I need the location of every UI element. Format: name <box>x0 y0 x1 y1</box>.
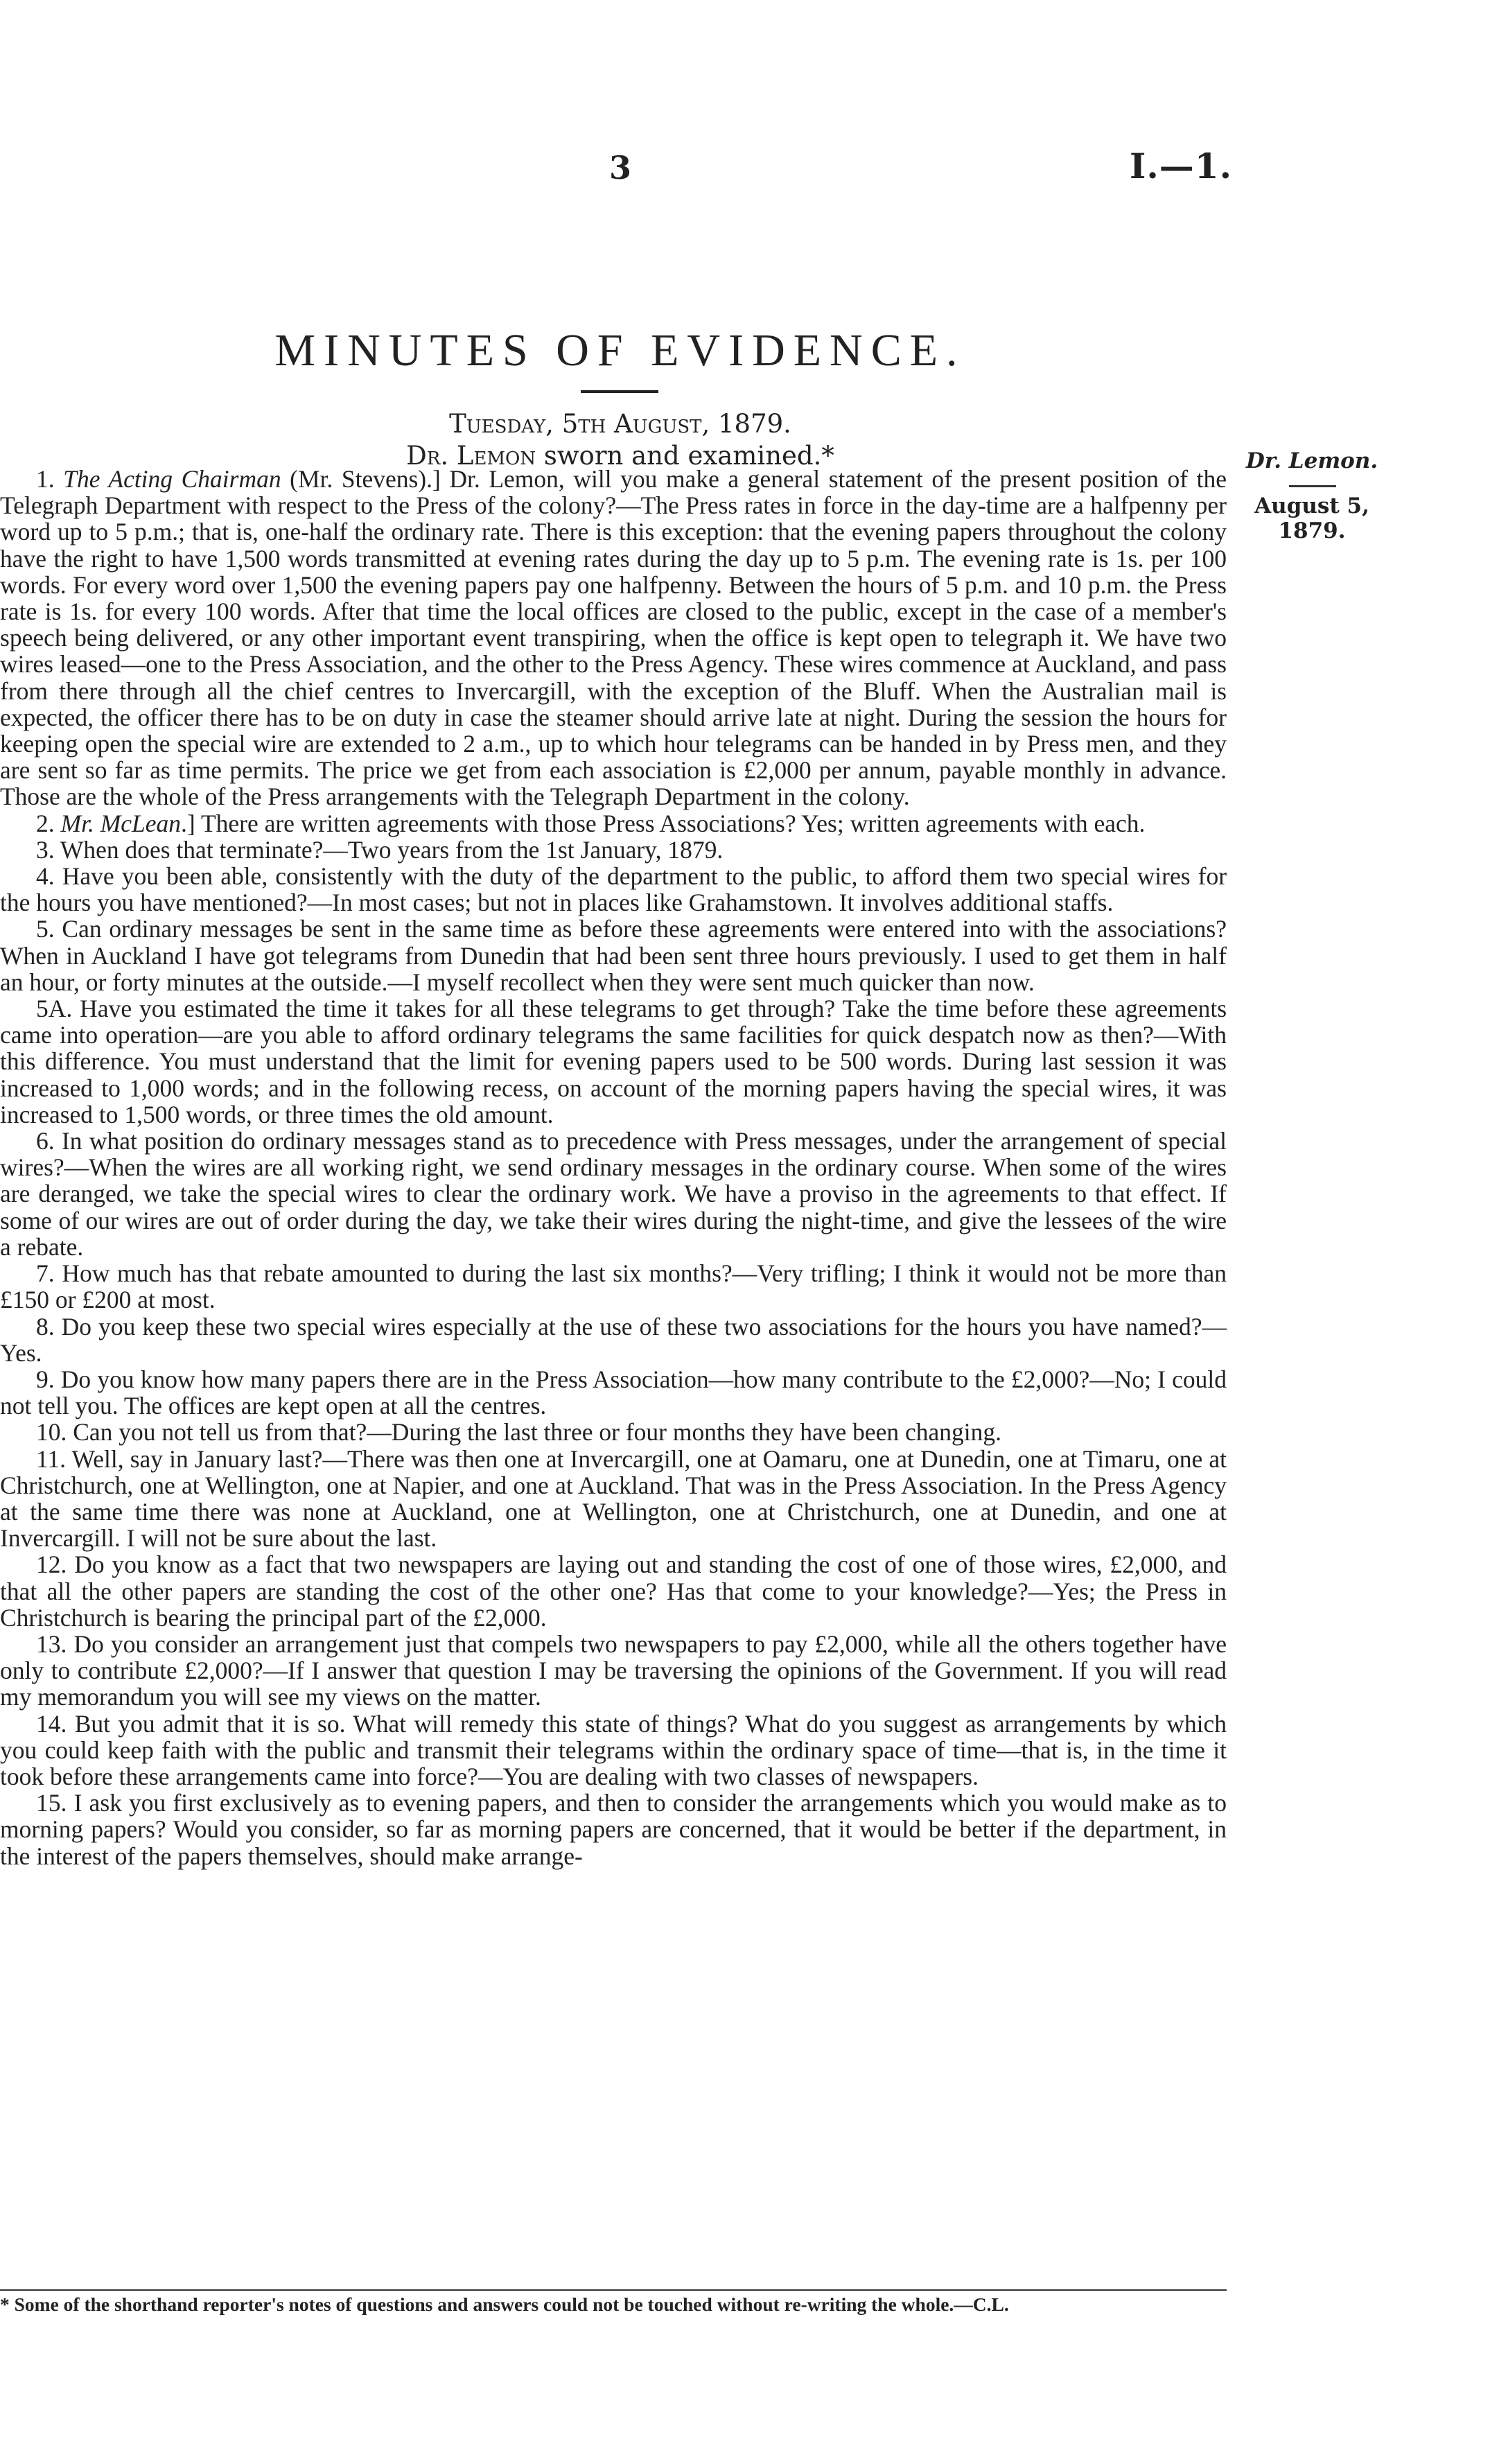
question-number: 8. <box>36 1312 62 1340</box>
evidence-text: When does that terminate?—Two years from the 1st January, 1879. <box>60 835 724 864</box>
question-number: 5. <box>36 915 62 943</box>
evidence-paragraph <box>0 1790 1227 1869</box>
evidence-text: Do you know as a fact that two newspapers are laying out and standing the cost of one of those wires, £2,000, and that all the other papers are standing the cost of the other one? Has that come to your knowledge?—Yes; the Press in Christchurch is bearing the principal part of the £2,000. <box>0 1550 1227 1632</box>
question-number: 3. <box>36 835 60 864</box>
evidence-paragraph <box>0 1419 1227 1445</box>
evidence-paragraph <box>0 916 1227 995</box>
footnote: * Some of the shorthand reporter's notes of questions and answers could not be touched without re-writing the whole.—C.L. <box>0 2293 1009 2315</box>
question-number: 9. <box>36 1365 61 1393</box>
page-title: MINUTES OF EVIDENCE. <box>274 325 966 376</box>
evidence-text: I ask you first exclusively as to evening papers, and then to consider the arrangements which you would make as to morning papers? Would you consider, so far as morning papers are concerned, that it would be better if the department, in the interest of the papers themselves, should make arrange- <box>0 1789 1227 1870</box>
witness-status: sworn and examined.* <box>536 441 834 471</box>
evidence-paragraph <box>0 837 1227 863</box>
evidence-paragraph <box>0 810 1227 837</box>
evidence-paragraph <box>0 1366 1227 1419</box>
evidence-paragraph <box>0 1631 1227 1711</box>
margin-divider <box>1289 485 1336 487</box>
evidence-paragraph <box>0 1313 1227 1366</box>
evidence-text: Well, say in January last?—There was then one at Invercargill, one at Oamaru, one at Dunedin, one at Timaru, one at Christchurch, one at Wellington, one at Napier, and one at Auckland. That was in the Press Association. In the Press Agency at the same time there was none at Auckland, one at Wellington, one at Christchurch, one at Dunedin, and one at Invercargill. I will not be sure about the last. <box>0 1444 1227 1553</box>
question-number: 11. <box>36 1444 72 1473</box>
question-number: 13. <box>36 1629 74 1658</box>
evidence-text: Can ordinary messages be sent in the same time as before these agreements were entered into with the associations? When in Auckland I have got telegrams from Dunedin that had been sent three hours previously. I used to get them in half an hour, or forty minutes at the outside.—I myself recollect when they were sent much quicker than now. <box>0 915 1227 996</box>
evidence-paragraph <box>0 1551 1227 1631</box>
evidence-paragraph <box>0 1128 1227 1260</box>
evidence-paragraph <box>0 466 1227 810</box>
footnote-divider <box>0 2289 1227 2291</box>
evidence-text: Do you know how many papers there are in the Press Association—how many contribute to the £2,000?—No; I could not tell you. The offices are kept open at all the centres. <box>0 1365 1227 1420</box>
evidence-text: But you admit that it is so. What will remedy this state of things? What do you suggest as arrangements by which you could keep faith with the public and transmit their telegrams within the ordinary space of time—that is, in the time it took before these arrangements came into force?—You are dealing with two classes of newspapers. <box>0 1709 1227 1790</box>
question-number: 15. <box>36 1789 74 1817</box>
question-number: 14. <box>36 1709 75 1738</box>
evidence-text: Have you estimated the time it takes for all these telegrams to get through? Take the time before these agreements came into operation—are you able to afford ordinary telegrams the same facilities for quick despatch now as then?—With this difference. You must understand that the limit for evening papers used to be 500 words. During last session it was increased to 1,000 words; and in the following recess, on account of the morning papers having the special wires, it was increased to 1,500 words, or three times the old amount. <box>0 995 1227 1128</box>
evidence-paragraph <box>0 1711 1227 1790</box>
evidence-text: In what position do ordinary messages stand as to precedence with Press messages, under the arrangement of special wires?—When the wires are all working right, we send ordinary messages in the ordinary course. When some of the wires are deranged, we take the special wires to clear the ordinary work. We have a proviso in the agreements to that effect. If some of our wires are out of order during the day, we take their wires during the night-time, and give the lessees of the wire a rebate. <box>0 1127 1227 1261</box>
page-number: 3 <box>608 149 631 186</box>
witness-name: Dr. Lemon <box>406 441 536 471</box>
evidence-paragraph <box>0 1260 1227 1313</box>
evidence-text: Have you been able, consistently with the duty of the department to the public, to afford them two special wires for the hours you have mentioned?—In most cases; but not in places like Grahamstown. It involves additional staffs. <box>0 862 1227 917</box>
evidence-text: Can you not tell us from that?—During the last three or four months they have been changing. <box>73 1418 1002 1447</box>
title-divider <box>581 390 658 393</box>
question-number: 1. <box>36 465 64 493</box>
evidence-paragraph <box>0 863 1227 916</box>
evidence-body <box>0 466 1227 1869</box>
question-number: 6. <box>36 1127 62 1155</box>
question-number: 10. <box>36 1418 73 1447</box>
evidence-text: How much has that rebate amounted to during the last six months?—Very trifling; I think it would not be more than £150 or £200 at most. <box>0 1259 1227 1314</box>
session-date: Tuesday, 5th August, 1879. <box>449 409 791 439</box>
question-number: 4. <box>36 862 62 891</box>
document-reference: I.—1. <box>1130 146 1232 186</box>
speaker-name: The Acting Chairman <box>63 465 281 493</box>
evidence-text: Do you keep these two special wires especially at the use of these two associations for the hours you have named?—Yes. <box>0 1312 1227 1367</box>
question-number: 12. <box>36 1550 75 1579</box>
question-number: 7. <box>36 1259 62 1288</box>
evidence-text: .] There are written agreements with those Press Associations? Yes; written agreements with each. <box>181 809 1146 837</box>
question-number: 5A. <box>36 995 80 1023</box>
evidence-text: (Mr. Stevens).] Dr. Lemon, will you make a general statement of the present position of the Telegraph Department with respect to the Press of the colony?—The Press rates in force in the day-time are a halfpenny per word up to 5 p.m.; that is, one-half the ordinary rate. There is this exception: that the evening papers throughout the colony have the right to have 1,500 words transmitted at evening rates during the day up to 5 p.m. The evening rate is 1s. per 100 words. For every word over 1,500 the evening papers pay one halfpenny. Between the hours of 5 p.m. and 10 p.m. the Press rate is 1s. for every 100 words. After that time the local offices are closed to the public, except in the case of a member's speech being delivered, or any other important event transpiring, when the office is kept open to telegraph it. We have two wires leased—one to the Press Association, and the other to the Press Agency. These wires commence at Auckland, and pass from there through all the chief centres to Invercargill, with the exception of the Bluff. When the Australian mail is expected, the officer there has to be on duty in case the steamer should arrive late at night. During the session the hours for keeping open the special wire are extended to 2 a.m., up to which hour telegrams can be handed in by Press men, and they are sent so far as time permits. The price we get from each association is £2,000 per annum, payable monthly in advance. Those are the whole of the Press arrangements with the Telegraph Department in the colony. <box>0 465 1227 811</box>
evidence-paragraph <box>0 995 1227 1128</box>
speaker-name: Mr. McLean <box>60 809 182 837</box>
evidence-text: Do you consider an arrangement just that compels two newspapers to pay £2,000, while all the others together have only to contribute £2,000?—If I answer that question I may be traversing the opinions of the Government. If you will read my memorandum you will see my views on the matter. <box>0 1629 1227 1711</box>
question-number: 2. <box>36 809 61 837</box>
margin-date: August 5, 1879. <box>1254 493 1369 543</box>
margin-witness-name: Dr. Lemon. <box>1245 448 1378 473</box>
evidence-paragraph <box>0 1446 1227 1552</box>
